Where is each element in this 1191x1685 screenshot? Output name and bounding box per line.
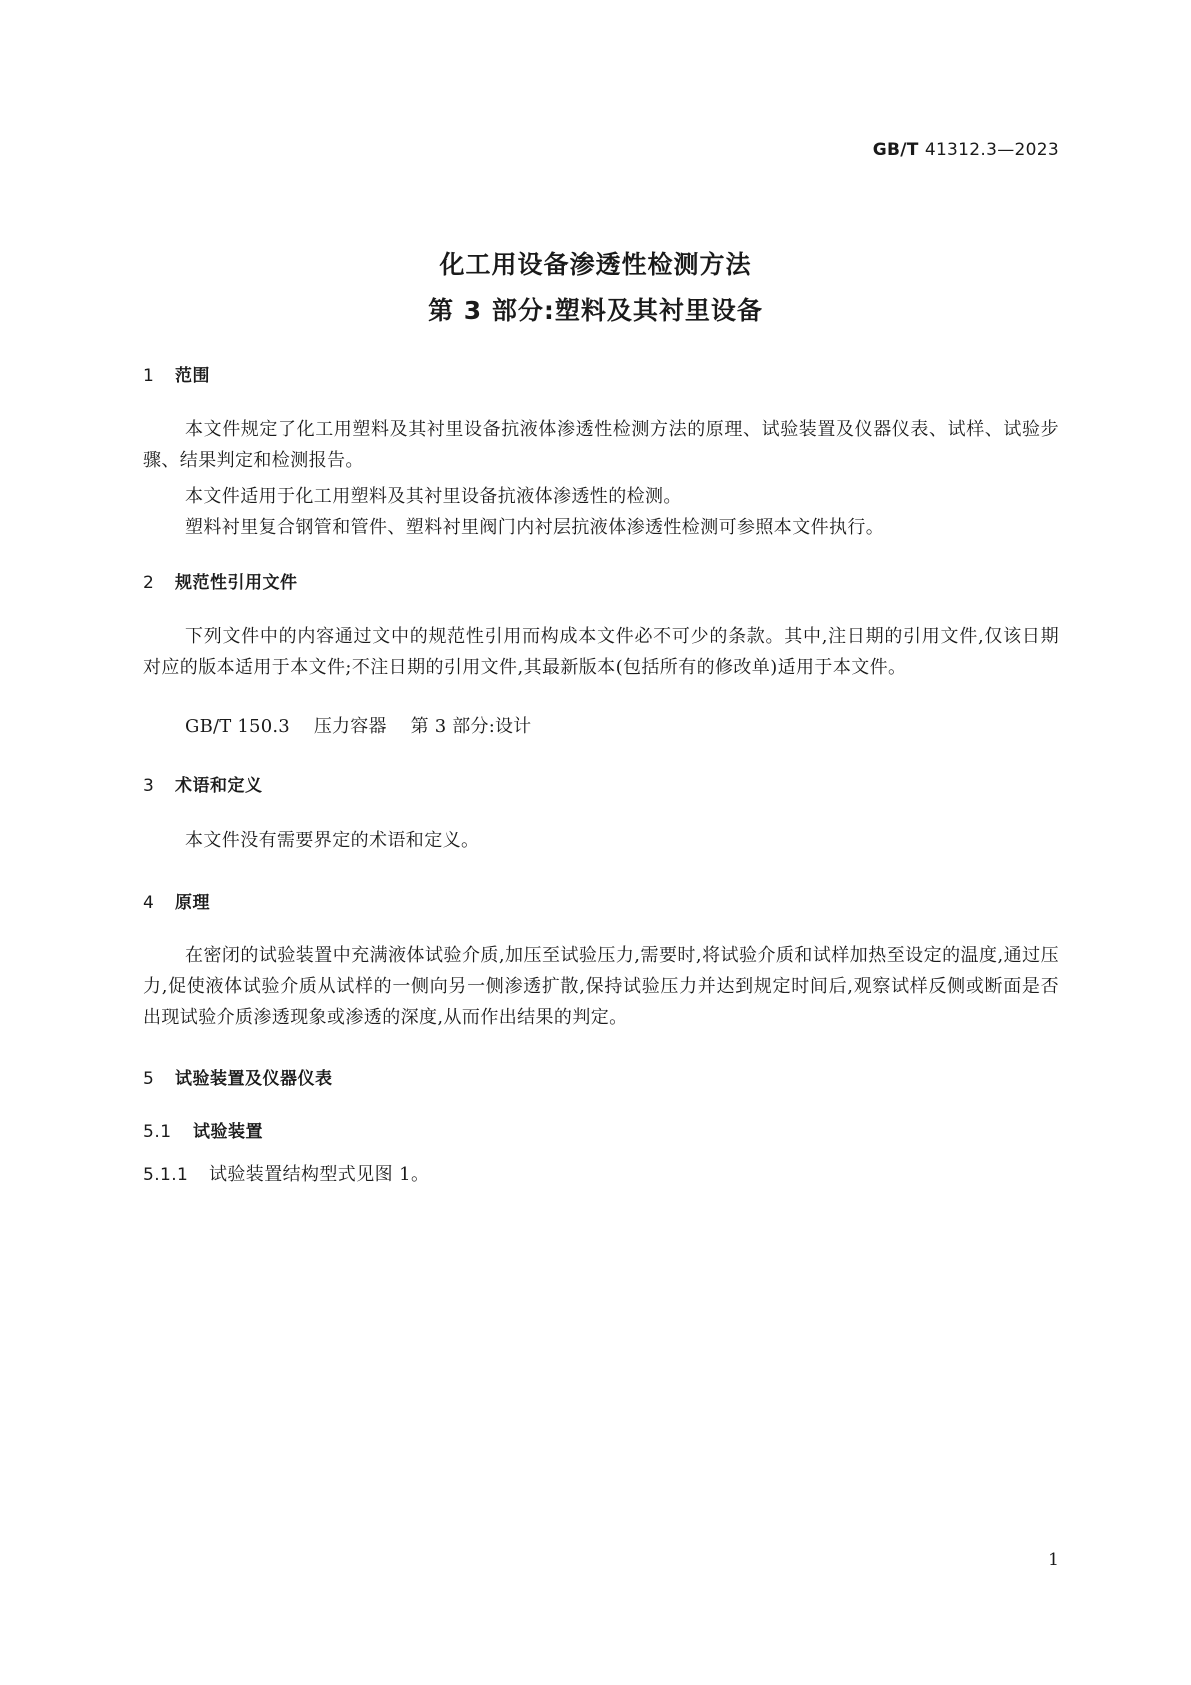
section-5-heading [143, 1064, 333, 1089]
section-number: 1 [143, 366, 155, 386]
section-3-heading [143, 771, 263, 796]
clause-5-1-1 [143, 1160, 429, 1186]
section-title: 术语和定义 [175, 776, 263, 796]
section-title: 原理 [175, 893, 210, 913]
subsection-title: 试验装置 [193, 1122, 263, 1142]
standard-prefix: GB/T [872, 140, 919, 160]
standard-code [873, 140, 1059, 160]
section-title: 试验装置及仪器仪表 [175, 1069, 333, 1089]
section-2-heading [143, 568, 298, 593]
section-2-paragraph-1: 下列文件中的内容通过文中的规范性引用而构成本文件必不可少的条款。其中,注日期的引用文件,仅该日期对应的版本适用于本文件;不注日期的引用文件,其最新版本(包括所有的修改单)适用于本文件。 [143, 626, 1059, 678]
reference-title: 压力容器 [313, 716, 387, 737]
section-3-paragraph-1: 本文件没有需要界定的术语和定义。 [185, 830, 480, 851]
clause-text: 试验装置结构型式见图 1。 [209, 1164, 430, 1185]
reference-code: GB/T 150.3 [185, 716, 290, 737]
section-4-heading [143, 888, 210, 913]
normative-reference [185, 712, 549, 738]
section-title: 范围 [175, 366, 210, 386]
section-number: 2 [143, 573, 155, 593]
section-number: 5 [143, 1069, 155, 1089]
section-number: 3 [143, 776, 155, 796]
section-1-paragraph-1: 本文件规定了化工用塑料及其衬里设备抗液体渗透性检测方法的原理、试验装置及仪器仪表、试样、试验步骤、结果判定和检测报告。 [143, 419, 1059, 471]
subsection-5-1-heading [143, 1117, 263, 1142]
section-title: 规范性引用文件 [175, 573, 298, 593]
section-1-paragraph-2: 本文件适用于化工用塑料及其衬里设备抗液体渗透性的检测。 [185, 486, 682, 507]
reference-part: 第 3 部分:设计 [410, 716, 532, 737]
document-subtitle: 第 3 部分:塑料及其衬里设备 [428, 296, 763, 325]
section-4-paragraph-1: 在密闭的试验装置中充满液体试验介质,加压至试验压力,需要时,将试验介质和试样加热至设定的温度,通过压力,促使液体试验介质从试样的一侧向另一侧渗透扩散,保持试验压力并达到规定时间后,观察试样反侧或断面是否出现试验介质渗透现象或渗透的深度,从而作出结果的判定。 [143, 945, 1059, 1028]
page-number: 1 [1048, 1550, 1059, 1570]
section-1-paragraph-3: 塑料衬里复合钢管和管件、塑料衬里阀门内衬层抗液体渗透性检测可参照本文件执行。 [185, 517, 885, 538]
clause-number: 5.1.1 [143, 1165, 189, 1185]
standard-number: 41312.3—2023 [924, 140, 1059, 160]
subsection-number: 5.1 [143, 1122, 172, 1142]
section-number: 4 [143, 893, 155, 913]
section-1-heading [143, 361, 210, 386]
document-title: 化工用设备渗透性检测方法 [439, 250, 752, 279]
